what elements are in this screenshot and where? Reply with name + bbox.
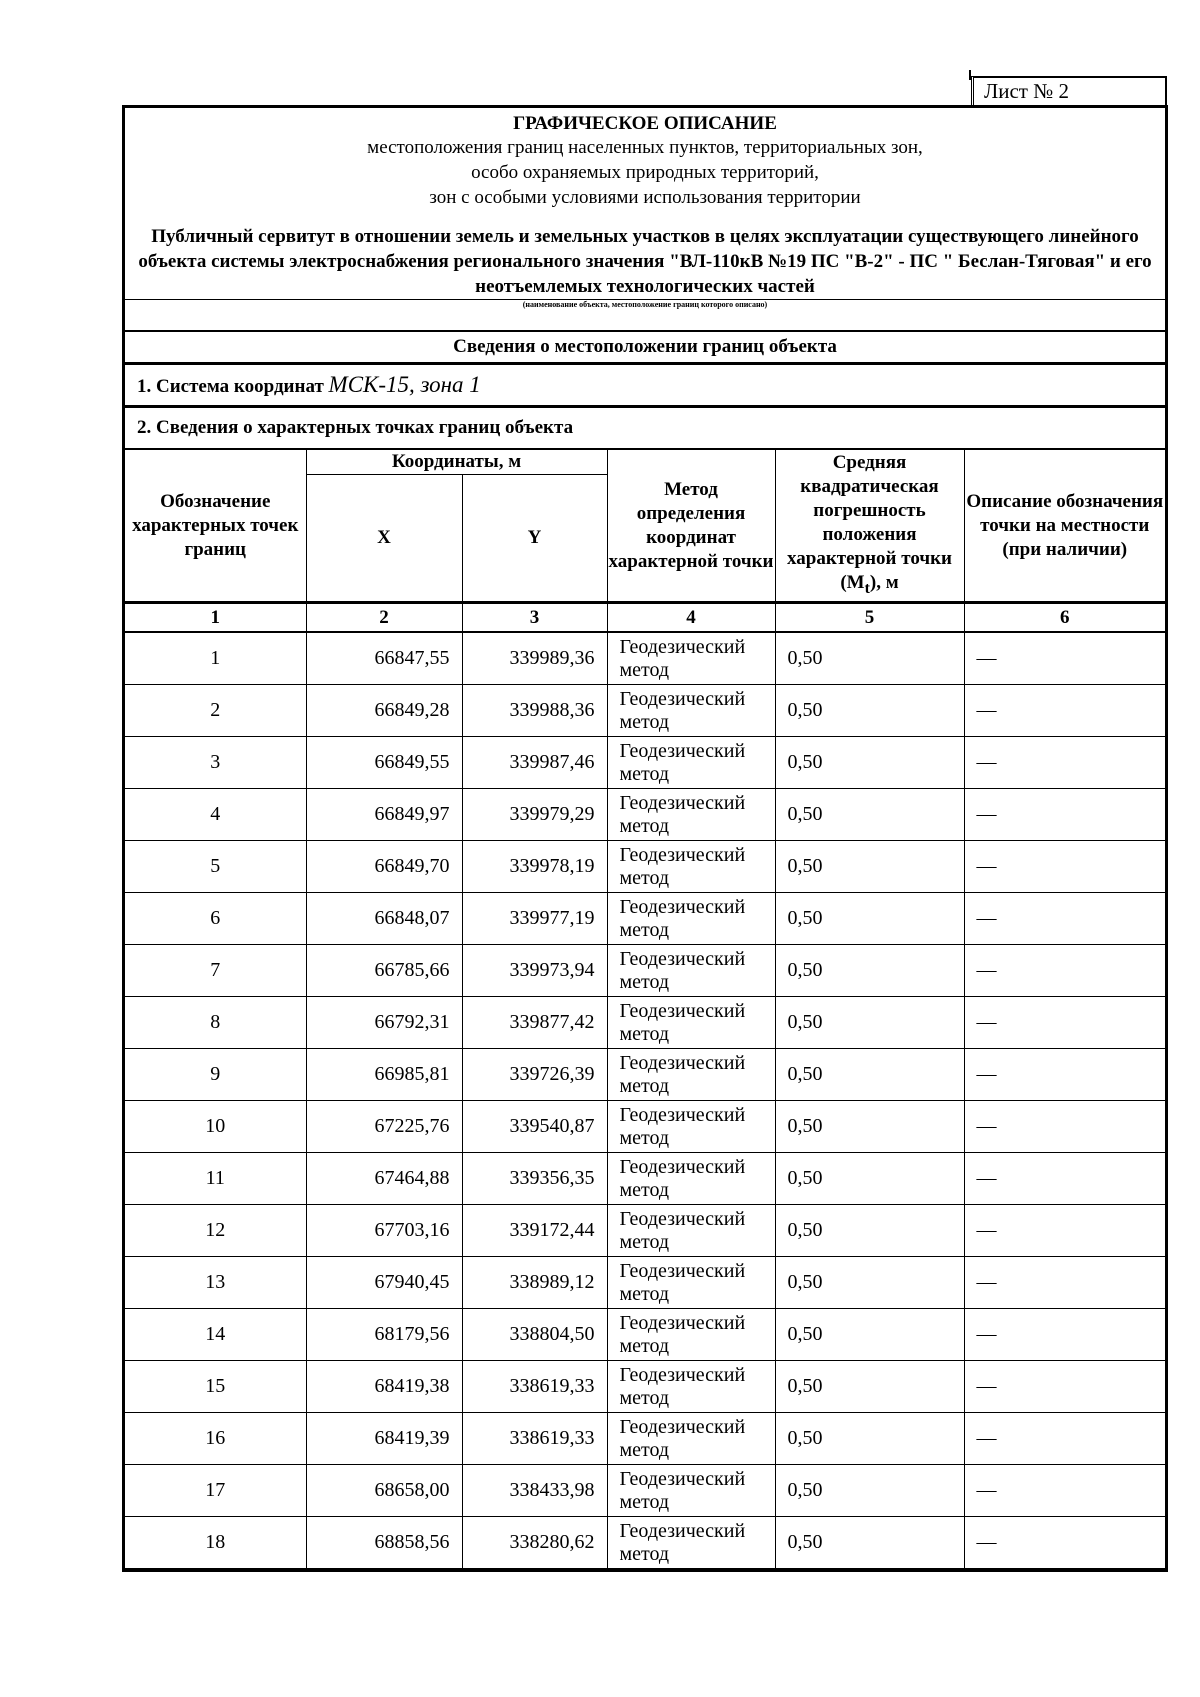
y-coordinate-cell: 338619,33: [462, 1361, 607, 1413]
table-row: [125, 1257, 1165, 1309]
y-coordinate-cell: 339356,35: [462, 1153, 607, 1205]
method-cell: Геодезический метод: [607, 1049, 775, 1101]
x-coordinate-cell: 67940,45: [306, 1257, 462, 1309]
subtitle-line-1: местоположения границ населенных пунктов, территориальных зон,: [367, 137, 923, 158]
x-coordinate-cell: 68419,39: [306, 1413, 462, 1465]
table-row: [125, 1413, 1165, 1465]
points-table: [125, 450, 1165, 1569]
error-cell: 0,50: [775, 1257, 964, 1309]
title-block: [125, 108, 1165, 299]
x-coordinate-cell: 66985,81: [306, 1049, 462, 1101]
col-number: 5: [775, 603, 964, 633]
description-cell: —: [964, 1153, 1165, 1205]
method-cell: Геодезический метод: [607, 1465, 775, 1517]
description-cell: —: [964, 1049, 1165, 1101]
point-name-cell: 14: [125, 1309, 306, 1361]
table-row: [125, 1361, 1165, 1413]
points-table-body: [125, 632, 1165, 1569]
table-row: [125, 1153, 1165, 1205]
y-coordinate-cell: 338280,62: [462, 1517, 607, 1569]
error-cell: 0,50: [775, 1153, 964, 1205]
error-cell: 0,50: [775, 685, 964, 737]
x-coordinate-cell: 66849,28: [306, 685, 462, 737]
y-coordinate-cell: 339987,46: [462, 737, 607, 789]
table-row: [125, 997, 1165, 1049]
description-cell: —: [964, 1413, 1165, 1465]
x-coordinate-cell: 66847,55: [306, 632, 462, 685]
y-coordinate-cell: 339726,39: [462, 1049, 607, 1101]
description-cell: —: [964, 997, 1165, 1049]
coord-system-label: 1. Система координат: [137, 376, 324, 397]
header-method: Метод определения координат характерной точки: [607, 450, 775, 603]
point-name-cell: 11: [125, 1153, 306, 1205]
error-cell: 0,50: [775, 1049, 964, 1101]
col-number: 1: [125, 603, 306, 633]
description-cell: —: [964, 893, 1165, 945]
error-cell: 0,50: [775, 1309, 964, 1361]
error-cell: 0,50: [775, 1361, 964, 1413]
y-coordinate-cell: 338989,12: [462, 1257, 607, 1309]
header-y: Y: [462, 475, 607, 603]
x-coordinate-cell: 68658,00: [306, 1465, 462, 1517]
col-number: 2: [306, 603, 462, 633]
error-cell: 0,50: [775, 1517, 964, 1569]
table-row: [125, 737, 1165, 789]
error-cell: 0,50: [775, 997, 964, 1049]
point-name-cell: 12: [125, 1205, 306, 1257]
table-row: [125, 1517, 1165, 1569]
header-error-sub: t: [864, 579, 870, 597]
table-row: [125, 1465, 1165, 1517]
point-name-cell: 6: [125, 893, 306, 945]
description-cell: —: [964, 1309, 1165, 1361]
subtitle-line-3: зон с особыми условиями использования территории: [429, 187, 861, 208]
subtitle-line-2: особо охраняемых природных территорий,: [471, 162, 819, 183]
header-error: [775, 450, 964, 603]
y-coordinate-cell: 338804,50: [462, 1309, 607, 1361]
method-cell: Геодезический метод: [607, 632, 775, 685]
page-title: ГРАФИЧЕСКОЕ ОПИСАНИЕ: [513, 113, 777, 134]
x-coordinate-cell: 67225,76: [306, 1101, 462, 1153]
sheet-number: Лист № 2: [971, 76, 1167, 105]
point-name-cell: 9: [125, 1049, 306, 1101]
method-cell: Геодезический метод: [607, 1257, 775, 1309]
method-cell: Геодезический метод: [607, 789, 775, 841]
description-cell: —: [964, 1361, 1165, 1413]
coord-system-value: МСК-15, зона 1: [328, 372, 481, 397]
point-name-cell: 16: [125, 1413, 306, 1465]
description-cell: —: [964, 1101, 1165, 1153]
y-coordinate-cell: 339540,87: [462, 1101, 607, 1153]
section-title: Сведения о местоположении границ объекта: [125, 332, 1165, 365]
header-description: Описание обозначения точки на местности (при наличии): [964, 450, 1165, 603]
frame-bottom-border: [122, 1569, 1168, 1572]
description-cell: —: [964, 1205, 1165, 1257]
point-name-cell: 4: [125, 789, 306, 841]
document-frame: [122, 105, 1168, 1569]
table-row: [125, 893, 1165, 945]
table-row: [125, 1101, 1165, 1153]
header-error-text: Средняя квадратическая погрешность положения характерной точки (M: [787, 451, 952, 593]
y-coordinate-cell: 339989,36: [462, 632, 607, 685]
x-coordinate-cell: 66792,31: [306, 997, 462, 1049]
x-coordinate-cell: 68858,56: [306, 1517, 462, 1569]
method-cell: Геодезический метод: [607, 1153, 775, 1205]
error-cell: 0,50: [775, 1413, 964, 1465]
method-cell: Геодезический метод: [607, 1361, 775, 1413]
point-name-cell: 5: [125, 841, 306, 893]
description-cell: —: [964, 945, 1165, 997]
col-number: 4: [607, 603, 775, 633]
header-error-tail: ), м: [869, 571, 899, 593]
y-coordinate-cell: 339877,42: [462, 997, 607, 1049]
table-row: [125, 1309, 1165, 1361]
method-cell: Геодезический метод: [607, 997, 775, 1049]
point-name-cell: 1: [125, 632, 306, 685]
method-cell: Геодезический метод: [607, 685, 775, 737]
y-coordinate-cell: 339988,36: [462, 685, 607, 737]
point-name-cell: 10: [125, 1101, 306, 1153]
x-coordinate-cell: 66849,97: [306, 789, 462, 841]
method-cell: Геодезический метод: [607, 1517, 775, 1569]
point-name-cell: 8: [125, 997, 306, 1049]
header-x: X: [306, 475, 462, 603]
error-cell: 0,50: [775, 841, 964, 893]
description-cell: —: [964, 685, 1165, 737]
method-cell: Геодезический метод: [607, 737, 775, 789]
description-cell: —: [964, 1465, 1165, 1517]
point-name-cell: 18: [125, 1517, 306, 1569]
point-name-cell: 17: [125, 1465, 306, 1517]
description-cell: —: [964, 1257, 1165, 1309]
object-name: Публичный сервитут в отношении земель и земельных участков в целях эксплуатации существующего линейного объекта системы электроснабжения регионального значения "ВЛ-110кВ №19 ПС "В-2" - ПС " Беслан-Тяговая" и его неотъемлемых технологических частей: [138, 226, 1152, 297]
method-cell: Геодезический метод: [607, 1413, 775, 1465]
point-name-cell: 2: [125, 685, 306, 737]
header-point-name: Обозначение характерных точек границ: [125, 450, 306, 603]
object-caption: (наименование объекта, местоположение границ которого описано): [125, 299, 1165, 332]
x-coordinate-cell: 67464,88: [306, 1153, 462, 1205]
description-cell: —: [964, 1517, 1165, 1569]
x-coordinate-cell: 66785,66: [306, 945, 462, 997]
y-coordinate-cell: 339977,19: [462, 893, 607, 945]
col-number: 6: [964, 603, 1165, 633]
y-coordinate-cell: 339973,94: [462, 945, 607, 997]
point-name-cell: 3: [125, 737, 306, 789]
x-coordinate-cell: 67703,16: [306, 1205, 462, 1257]
method-cell: Геодезический метод: [607, 945, 775, 997]
method-cell: Геодезический метод: [607, 841, 775, 893]
method-cell: Геодезический метод: [607, 1205, 775, 1257]
y-coordinate-cell: 339978,19: [462, 841, 607, 893]
point-name-cell: 13: [125, 1257, 306, 1309]
error-cell: 0,50: [775, 1205, 964, 1257]
point-name-cell: 15: [125, 1361, 306, 1413]
column-number-row: [125, 603, 1165, 633]
y-coordinate-cell: 338619,33: [462, 1413, 607, 1465]
table-row: [125, 685, 1165, 737]
table-row: [125, 1205, 1165, 1257]
error-cell: 0,50: [775, 1465, 964, 1517]
description-cell: —: [964, 632, 1165, 685]
table-row: [125, 1049, 1165, 1101]
error-cell: 0,50: [775, 945, 964, 997]
y-coordinate-cell: 339979,29: [462, 789, 607, 841]
x-coordinate-cell: 66848,07: [306, 893, 462, 945]
table-row: [125, 945, 1165, 997]
coord-system: [125, 365, 1165, 408]
y-coordinate-cell: 339172,44: [462, 1205, 607, 1257]
error-cell: 0,50: [775, 737, 964, 789]
method-cell: Геодезический метод: [607, 893, 775, 945]
y-coordinate-cell: 338433,98: [462, 1465, 607, 1517]
description-cell: —: [964, 789, 1165, 841]
method-cell: Геодезический метод: [607, 1309, 775, 1361]
error-cell: 0,50: [775, 893, 964, 945]
points-title: 2. Сведения о характерных точках границ объекта: [125, 408, 1165, 450]
x-coordinate-cell: 68419,38: [306, 1361, 462, 1413]
error-cell: 0,50: [775, 1101, 964, 1153]
col-number: 3: [462, 603, 607, 633]
description-cell: —: [964, 737, 1165, 789]
error-cell: 0,50: [775, 789, 964, 841]
x-coordinate-cell: 66849,55: [306, 737, 462, 789]
table-row: [125, 789, 1165, 841]
header-coordinates: Координаты, м: [306, 450, 607, 475]
table-row: [125, 841, 1165, 893]
description-cell: —: [964, 841, 1165, 893]
error-cell: 0,50: [775, 632, 964, 685]
method-cell: Геодезический метод: [607, 1101, 775, 1153]
x-coordinate-cell: 66849,70: [306, 841, 462, 893]
x-coordinate-cell: 68179,56: [306, 1309, 462, 1361]
table-row: [125, 632, 1165, 685]
point-name-cell: 7: [125, 945, 306, 997]
